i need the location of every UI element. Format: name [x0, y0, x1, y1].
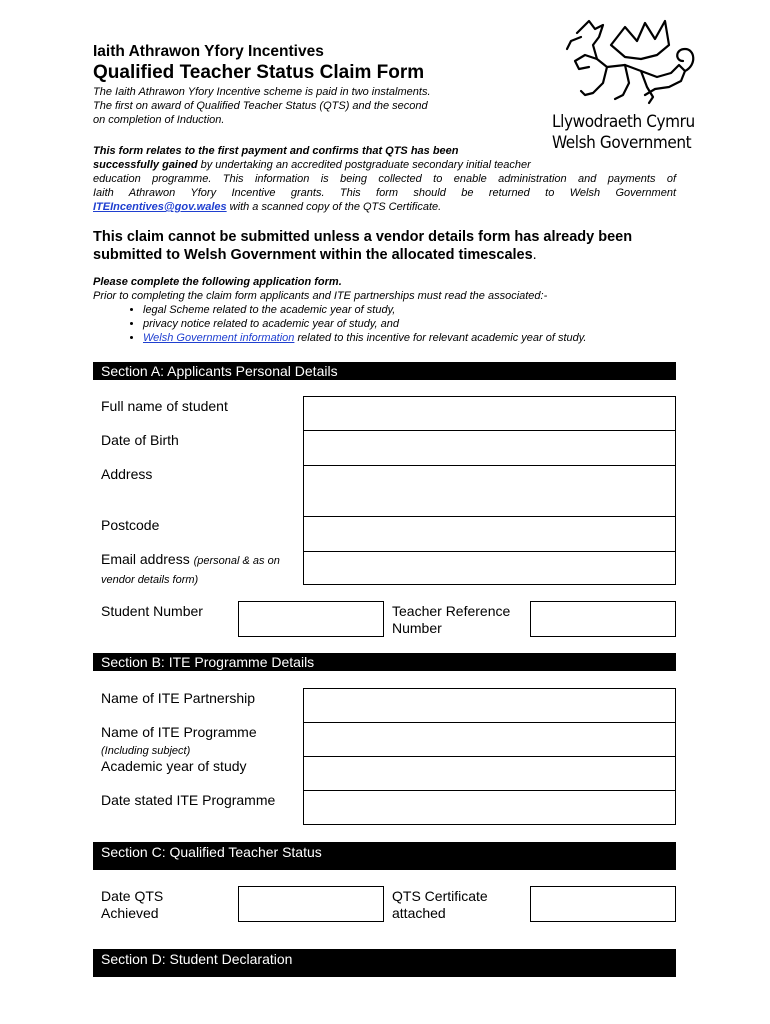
email-label: Email address (personal & as on vendor details form)	[101, 551, 280, 586]
date-started-label: Date stated ITE Programme	[101, 792, 276, 808]
dob-input[interactable]	[303, 430, 676, 466]
dob-label: Date of Birth	[101, 432, 179, 448]
intro-text: The Iaith Athrawon Yfory Incentive scheme is paid in two instalments. The first on award of Qualified Teacher Status (QTS) and the second on completion of Induction.	[93, 86, 431, 126]
document-list	[93, 303, 693, 345]
form-title: Qualified Teacher Status Claim Form	[93, 62, 425, 83]
instructions: Please complete the following application form. Prior to completing the claim form applicants and ITE partnerships must read the associated:- • legal Scheme related to the academic year of study, • privacy notice related to academic year of study, and • Welsh Government information related to this incentive for relevant academic year of study.	[93, 275, 693, 345]
qts-certificate-label: QTS Certificate attached	[392, 888, 488, 921]
list-item: • privacy notice related to academic year of study, and	[143, 317, 693, 331]
full-name-label: Full name of student	[101, 398, 228, 414]
student-number-input[interactable]	[238, 601, 384, 637]
teacher-ref-label: Teacher Reference Number	[392, 603, 511, 636]
section-a-header: Section A: Applicants Personal Details	[93, 362, 676, 380]
date-qts-label: Date QTS Achieved	[101, 888, 164, 921]
address-label: Address	[101, 466, 153, 482]
form-program-title: Iaith Athrawon Yfory Incentives	[93, 43, 324, 60]
vendor-notice: This claim cannot be submitted unless a vendor details form has already been submitted to Welsh Government within the allocated timescales.	[93, 229, 633, 263]
section-b-header: Section B: ITE Programme Details	[93, 653, 676, 671]
section-d-header: Section D: Student Declaration	[93, 949, 676, 977]
welsh-government-info-link[interactable]: Welsh Government information	[143, 332, 295, 344]
full-name-input[interactable]	[303, 396, 676, 431]
programme-label: Name of ITE Programme (Including subject)	[101, 724, 257, 757]
partnership-label: Name of ITE Partnership	[101, 690, 256, 706]
email-input[interactable]	[303, 551, 676, 585]
address-input[interactable]	[303, 465, 676, 517]
welsh-government-logo-text: Llywodraeth Cymru Welsh Government	[552, 112, 695, 153]
form-description: This form relates to the first payment and confirms that QTS has been successfully gained by undertaking an accredited postgraduate secondary initial teacher education programme. This information is being collected to enable administration and payments of Iaith Athrawon Yfory Incentive grants. This form should be returned to Welsh Government ITEIncentives@gov.wales with a scanned copy of the QTS Certificate.	[93, 145, 676, 213]
teacher-ref-input[interactable]	[530, 601, 676, 637]
date-started-input[interactable]	[303, 790, 676, 825]
postcode-input[interactable]	[303, 516, 676, 552]
programme-input[interactable]	[303, 722, 676, 757]
list-item: • Welsh Government information related to this incentive for relevant academic year of study.	[143, 331, 693, 345]
qts-certificate-checkbox[interactable]	[530, 886, 676, 922]
welsh-dragon-icon	[545, 15, 705, 115]
academic-year-input[interactable]	[303, 756, 676, 791]
academic-year-label: Academic year of study	[101, 758, 247, 774]
date-qts-input[interactable]	[238, 886, 384, 922]
section-c-header: Section C: Qualified Teacher Status	[93, 842, 676, 870]
ite-incentives-email-link[interactable]: ITEIncentives@gov.wales	[93, 201, 227, 213]
postcode-label: Postcode	[101, 517, 160, 533]
partnership-input[interactable]	[303, 688, 676, 723]
list-item: • legal Scheme related to the academic year of study,	[143, 303, 693, 317]
student-number-label: Student Number	[101, 603, 203, 619]
